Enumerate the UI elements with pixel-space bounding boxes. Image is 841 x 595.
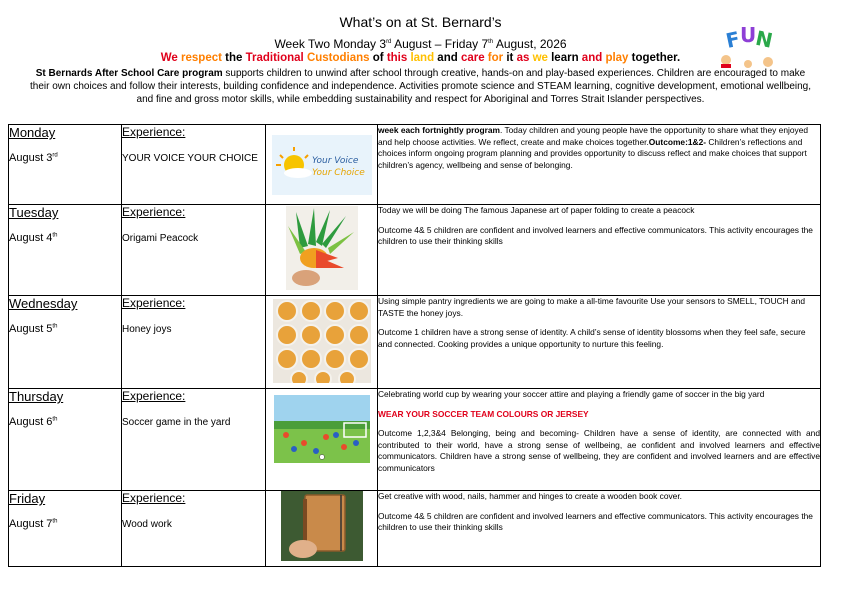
svg-text:U: U [740, 23, 757, 47]
experience-label: Experience: [122, 125, 186, 139]
day-date [9, 416, 121, 428]
page-title: What’s on at St. Bernard’s [339, 14, 502, 30]
desc-paragraph: Outcome 1 children have a strong sense of identity. A child’s sense of identity blossoms when they feel safe, secure and connected. Cooking provides a unique opportunity to nurture this feeling. [378, 327, 806, 349]
day-name: Monday [9, 125, 56, 140]
acknowledgement-word: respect [181, 52, 226, 64]
intro-text: supports children to unwind after school through creative, hands-on and play-based experiences. Children are encouraged to make their own choices and follow their interests, building confidence and independence. Activities promote science and STEAM learning, cognitive development, emotional wellbeing, and fine and gross motor skills, while embedding sustainability and respect for Aboriginal and Torres Strait Islander perspectives. [30, 68, 812, 105]
image-caption: Your Choice [311, 168, 365, 178]
fun-logo-icon [718, 20, 778, 68]
week-sup: rd [386, 39, 392, 45]
desc-paragraph: Get creative with wood, nails, hammer and hinges to create a wooden book cover. [378, 491, 682, 501]
date-sup: th [52, 323, 58, 330]
date-sup: th [52, 232, 58, 239]
day-cell [9, 125, 122, 205]
image-cell [266, 125, 378, 205]
svg-text:N: N [753, 25, 775, 53]
svg-text:F: F [723, 26, 743, 53]
experience-value: Soccer game in the yard [122, 417, 231, 428]
day-date [9, 232, 121, 244]
week-sup: th [488, 39, 494, 45]
date-sup: th [52, 416, 58, 423]
experience-value: Origami Peacock [122, 233, 199, 244]
desc-paragraph: Outcome 1,2,3&4 Belonging, being and becoming- Children have a sense of identity, are connected with and contributed to their world, have a strong sense of wellbeing, ae confident and involved learners and effective communicators. Children have a strong sense of wellbeing, they are confident and involved learners and are effective communicators [378, 428, 820, 473]
table-row [9, 205, 821, 296]
day-date [9, 323, 121, 335]
acknowledgement-word: play [605, 52, 632, 64]
acknowledgement-word: Custodians [306, 52, 373, 64]
image-cell [266, 296, 378, 389]
image-cell [266, 205, 378, 296]
day-cell [9, 389, 122, 491]
experience-label: Experience: [122, 389, 186, 403]
day-name: Tuesday [9, 205, 59, 220]
acknowledgement-word: the [225, 52, 246, 64]
experience-value: Wood work [122, 519, 172, 530]
desc-paragraph: Today we will be doing The famous Japanese art of paper folding to create a peacock [378, 205, 695, 215]
weekly-program-table [8, 124, 821, 567]
acknowledgement-word: together. [631, 52, 681, 64]
acknowledgement-word: this [386, 52, 411, 64]
program-intro [30, 67, 811, 106]
experience-cell [122, 205, 266, 296]
day-cell [9, 296, 122, 389]
day-cell [9, 205, 122, 296]
desc-paragraph: Outcome 4& 5 children are confident and involved learners and effective communicators. This activity encourages the children to use their thinking skills [378, 510, 813, 532]
date-sup: rd [52, 152, 58, 159]
origami-peacock-image [286, 206, 358, 290]
wood-work-image [281, 491, 363, 561]
day-name: Thursday [9, 389, 64, 404]
day-date [9, 152, 121, 164]
desc-outcome: Outcome:1&2- [648, 136, 707, 147]
experience-value: Honey joys [122, 324, 172, 335]
table-row [9, 296, 821, 389]
desc-paragraph: Celebrating world cup by wearing your soccer attire and playing a friendly game of soccer in the big yard [378, 389, 765, 399]
desc-text: . Today children and young people have the opportunity to share what they enjoyed and help choose activities. We reflect, create and make choices together. [378, 125, 809, 147]
week-start: Week Two Monday 3 [274, 37, 387, 51]
experience-cell [122, 389, 266, 491]
day-cell [9, 491, 122, 567]
description-cell [378, 491, 821, 567]
experience-value: YOUR VOICE YOUR CHOICE [122, 153, 258, 164]
soccer-game-image [274, 395, 370, 463]
image-cell [266, 389, 378, 491]
acknowledgement-line [0, 52, 841, 64]
your-voice-your-choice-image [272, 135, 372, 195]
acknowledgement-word: We [160, 52, 182, 64]
table-row [9, 389, 821, 491]
week-mid: August – Friday 7 [391, 37, 489, 51]
acknowledgement-word: and [581, 52, 606, 64]
date-text: August 3 [9, 152, 53, 164]
desc-text: Children’s reflections and choices inform ongoing program planning and provides opportunity to discuss reflect and make choices that support children’s agency, wellbeing and sense of belonging. [378, 136, 807, 170]
day-date [9, 518, 121, 530]
acknowledgement-word: and [437, 52, 461, 64]
acknowledgement-word: as [516, 52, 533, 64]
table-row [9, 125, 821, 205]
date-text: August 6 [9, 416, 53, 428]
week-subtitle [0, 37, 841, 51]
desc-bold: week each fortnightly program [378, 125, 500, 135]
date-text: August 4 [9, 232, 53, 244]
image-cell [266, 491, 378, 567]
desc-paragraph: Outcome 4& 5 children are confident and involved learners and effective communicators. This activity encourages the children to use their thinking skills [378, 224, 813, 246]
description-cell [378, 125, 821, 205]
honey-joys-image [273, 299, 371, 383]
table-row [9, 491, 821, 567]
experience-label: Experience: [122, 296, 186, 310]
desc-paragraph: Using simple pantry ingredients we are going to make a all-time favourite Use your sensors to SMELL, TOUCH and TASTE the honey joys. [378, 296, 806, 318]
acknowledgement-word: we [532, 52, 552, 64]
day-name: Wednesday [9, 296, 78, 311]
date-text: August 7 [9, 518, 53, 530]
acknowledgement-word: for [487, 52, 507, 64]
soccer-colours-notice: WEAR YOUR SOCCER TEAM COLOURS OR JERSEY [378, 408, 589, 419]
day-name: Friday [9, 491, 46, 506]
week-end: August, 2026 [493, 37, 567, 51]
experience-label: Experience: [122, 491, 186, 505]
experience-cell [122, 296, 266, 389]
acknowledgement-word: learn [551, 52, 582, 64]
experience-label: Experience: [122, 205, 186, 219]
date-sup: th [52, 518, 58, 525]
experience-cell [122, 491, 266, 567]
acknowledgement-word: of [372, 52, 387, 64]
date-text: August 5 [9, 323, 53, 335]
acknowledgement-word: land [410, 52, 438, 64]
image-caption: Your Voice [311, 156, 358, 166]
acknowledgement-word: Traditional [245, 52, 307, 64]
description-cell [378, 389, 821, 491]
acknowledgement-word: care [460, 52, 488, 64]
description-cell [378, 205, 821, 296]
description-cell [378, 296, 821, 389]
experience-cell [122, 125, 266, 205]
acknowledgement-word: it [506, 52, 517, 64]
intro-bold: St Bernards After School Care program [35, 68, 223, 79]
